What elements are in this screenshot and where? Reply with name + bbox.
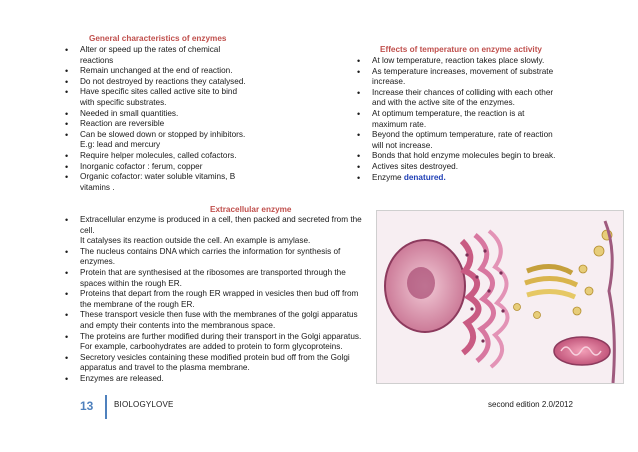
list-item: • Enzymes are released. bbox=[63, 374, 379, 385]
list-item: • Increase their chances of colliding with each other and with the active site of the enzymes. bbox=[355, 88, 623, 109]
list-item: • Require helper molecules, called cofactors. bbox=[63, 151, 283, 162]
list-item: • These transport vesicle then fuse with the membranes of the golgi apparatus and empty their contents into the membranous space. bbox=[63, 310, 379, 331]
list-item: • The proteins are further modified during their transport in the Golgi apparatus. For example, carboohydrates are added to protein to form glycoproteins. bbox=[63, 332, 379, 353]
list-item bbox=[355, 173, 623, 184]
list-item: • Extracellular enzyme is produced in a cell, then packed and secreted from the cell. It catalyses its reaction outside the cell. An example is amylase. bbox=[63, 215, 379, 247]
list-item: • At optimum temperature, the reaction is at maximum rate. bbox=[355, 109, 623, 130]
temperature-effects-list bbox=[355, 56, 623, 183]
list-item-text: Enzyme bbox=[372, 172, 404, 182]
emphasis-denatured: denatured. bbox=[403, 172, 446, 182]
footer-edition: second edition 2.0/2012 bbox=[488, 400, 573, 409]
extracellular-list bbox=[63, 215, 379, 385]
list-item: • Organic cofactor: water soluble vitamins, B vitamins . bbox=[63, 172, 283, 193]
list-item: • Actives sites destroyed. bbox=[355, 162, 623, 173]
list-item: • Inorganic cofactor : ferum, copper bbox=[63, 162, 283, 173]
list-item: • At low temperature, reaction takes place slowly. bbox=[355, 56, 623, 67]
list-item: • Beyond the optimum temperature, rate of reaction will not increase. bbox=[355, 130, 623, 151]
list-item: • As temperature increases, movement of substrate increase. bbox=[355, 67, 623, 88]
page-number: 13 bbox=[80, 399, 94, 413]
temperature-heading: Effects of temperature on enzyme activity bbox=[380, 45, 542, 54]
cell-secretion-diagram bbox=[376, 210, 624, 384]
list-item: • Needed in small quantities. bbox=[63, 109, 283, 120]
list-item: • Alter or speed up the rates of chemical reactions bbox=[63, 45, 283, 66]
list-item: • Remain unchanged at the end of reaction. bbox=[63, 66, 283, 77]
general-characteristics-heading: General characteristics of enzymes bbox=[89, 34, 227, 43]
extracellular-heading: Extracellular enzyme bbox=[210, 205, 292, 214]
list-item: • Can be slowed down or stopped by inhibitors. E.g: lead and mercury bbox=[63, 130, 283, 151]
list-item: • Do not destroyed by reactions they catalysed. bbox=[63, 77, 283, 88]
list-item: • Protein that are synthesised at the ribosomes are transported through the spaces within the rough ER. bbox=[63, 268, 379, 289]
footer-site-name: BIOLOGYLOVE bbox=[114, 400, 174, 409]
list-item: • Bonds that hold enzyme molecules begin to break. bbox=[355, 151, 623, 162]
list-item: • Have specific sites called active site to bind with specific substrates. bbox=[63, 87, 283, 108]
list-item: • Secretory vesicles containing these modified protein bud off from the Golgi apparatus and travel to the plasma membrane. bbox=[63, 353, 379, 374]
list-item: • Reaction are reversible bbox=[63, 119, 283, 130]
cell-secretion-illustration bbox=[377, 211, 623, 383]
footer-accent-line bbox=[105, 395, 107, 419]
general-characteristics-list bbox=[63, 45, 283, 193]
list-item: • Proteins that depart from the rough ER wrapped in vesicles then bud off from the membrane of the rough ER. bbox=[63, 289, 379, 310]
list-item: • The nucleus contains DNA which carries the information for synthesis of enzymes. bbox=[63, 247, 379, 268]
